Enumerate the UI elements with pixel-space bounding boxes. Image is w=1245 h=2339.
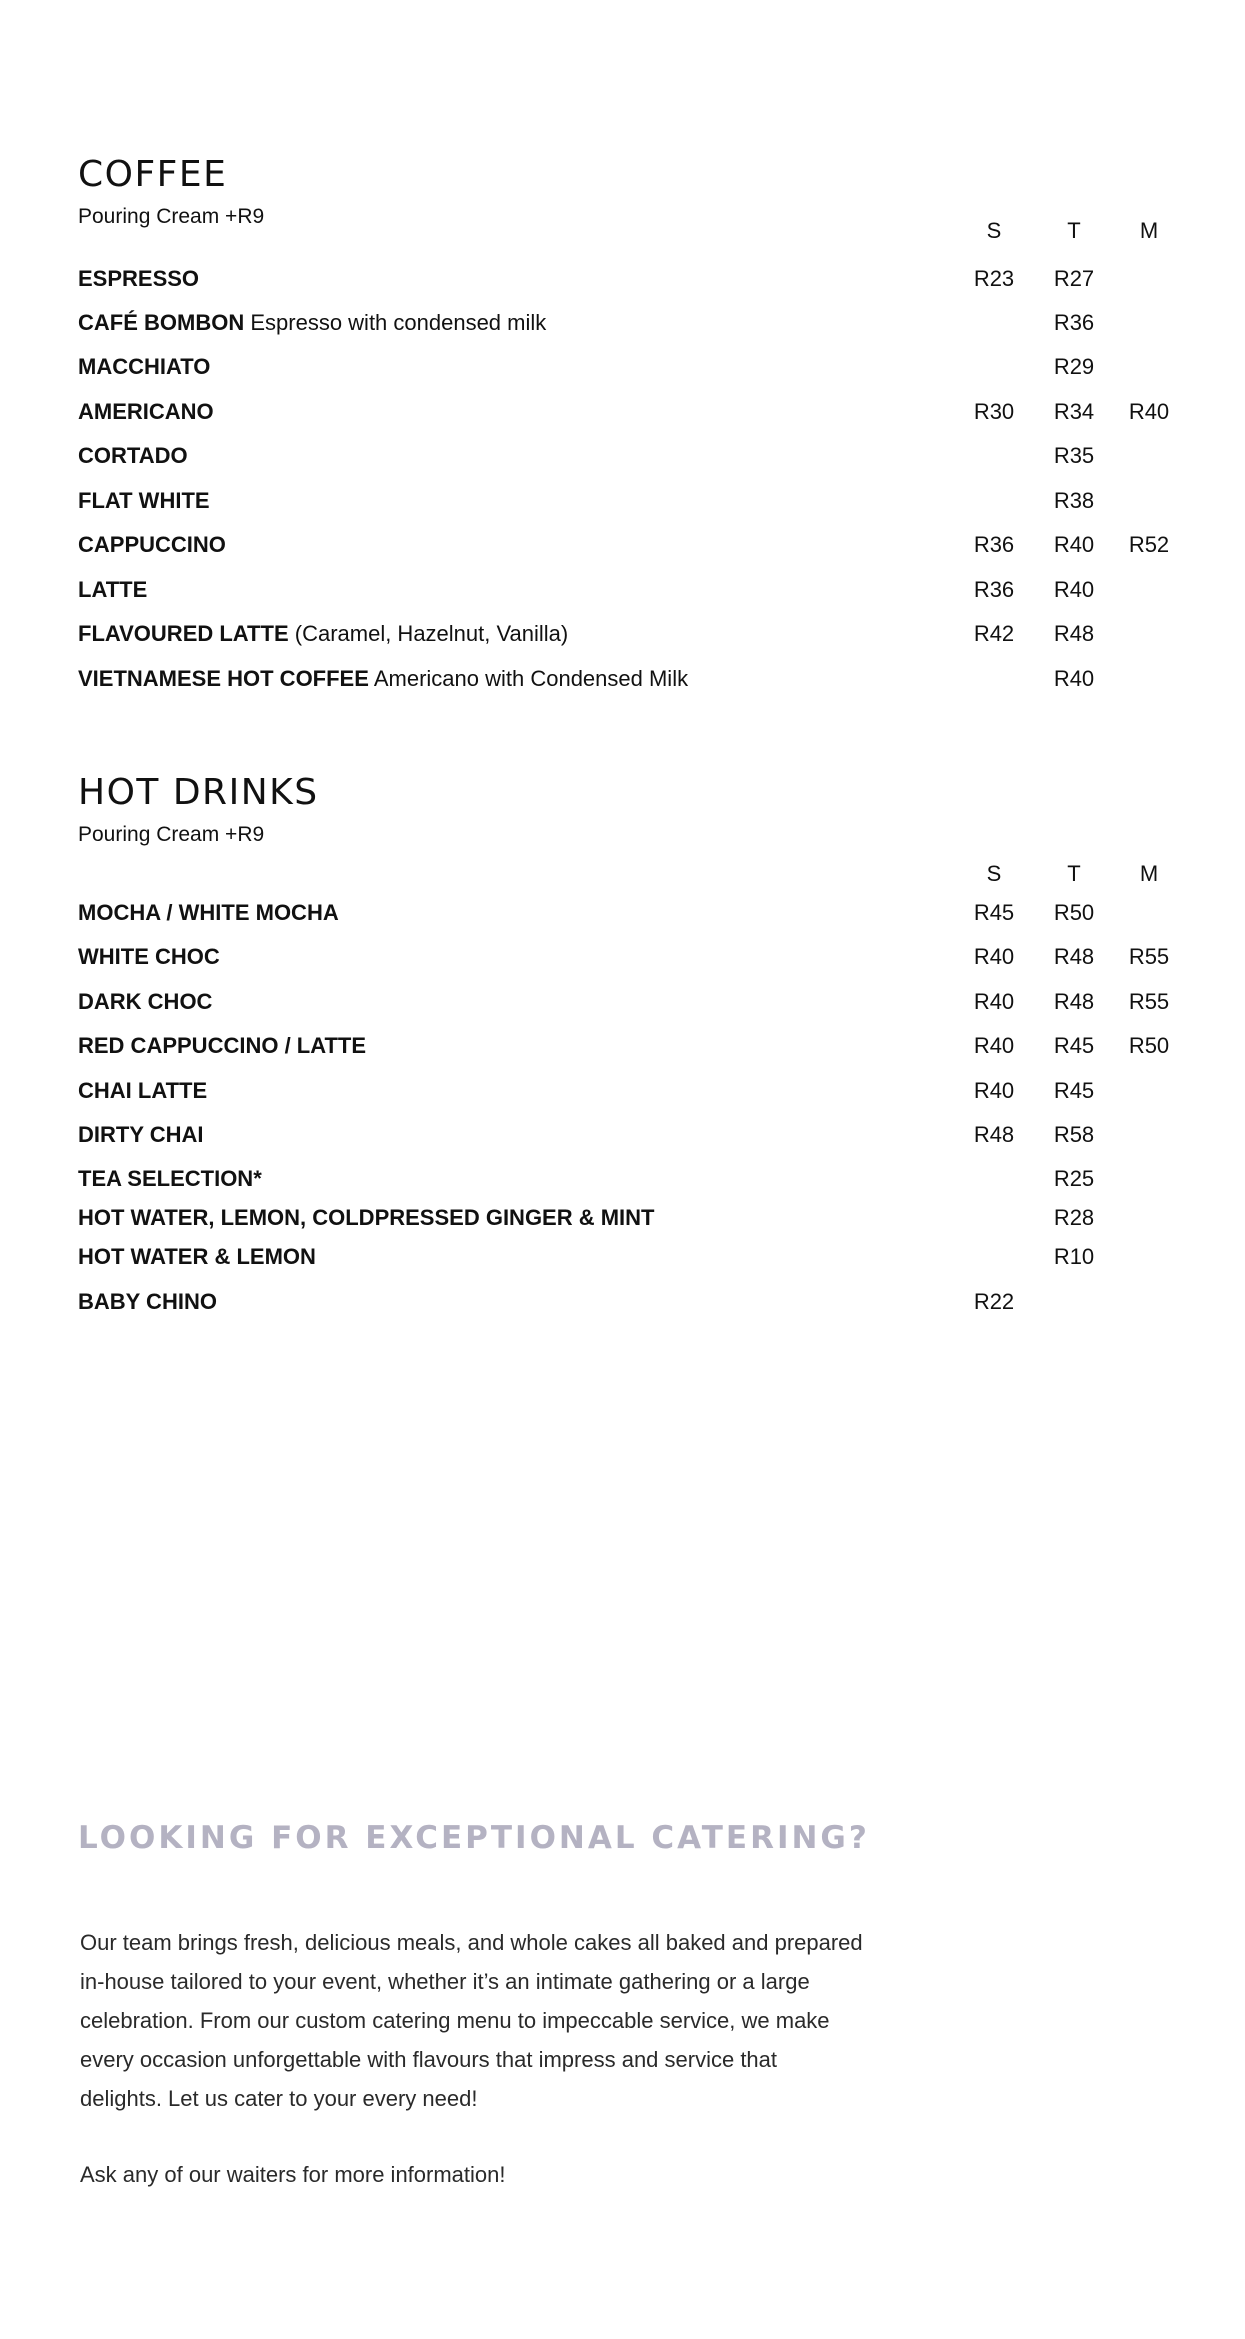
menu-item [78, 1031, 366, 1061]
menu-item [78, 1076, 207, 1106]
menu-item-row [0, 352, 1245, 382]
menu-item-row [0, 1242, 1245, 1272]
price-t: R58 [1053, 1122, 1095, 1147]
menu-item [78, 987, 212, 1017]
menu-item-name: HOT WATER & LEMON [78, 1244, 316, 1269]
menu-item-name: MACCHIATO [78, 354, 211, 379]
menu-item-name: RED CAPPUCCINO / LATTE [78, 1033, 367, 1058]
price-s: R22 [973, 1289, 1015, 1314]
price-t: R40 [1053, 532, 1095, 557]
menu-item-row [0, 441, 1245, 471]
coffee-col-t: T [1067, 218, 1081, 243]
catering-body [80, 1923, 980, 2118]
price-s: R45 [973, 900, 1015, 925]
price-s: R48 [973, 1122, 1015, 1147]
menu-item-row [0, 1287, 1245, 1317]
menu-item-row [0, 898, 1245, 928]
menu-item-description: Americano with Condensed Milk [373, 666, 689, 691]
menu-item-name: CAPPUCCINO [78, 532, 226, 557]
menu-item-row [0, 486, 1245, 516]
menu-item-name: FLAVOURED LATTE [78, 621, 289, 646]
menu-item-description: Espresso with condensed milk [250, 310, 547, 335]
price-t: R50 [1053, 900, 1095, 925]
coffee-note: Pouring Cream +R9 [78, 205, 265, 228]
menu-item [78, 575, 147, 605]
menu-item-row [0, 1120, 1245, 1150]
menu-item [78, 308, 546, 338]
menu-item-row [0, 575, 1245, 605]
catering-line: delights. Let us cater to your every need! [80, 2086, 478, 2111]
price-t: R10 [1053, 1244, 1095, 1269]
catering-line: Our team brings fresh, delicious meals, and whole cakes all baked and prepared [80, 1930, 863, 1955]
price-m: R50 [1128, 1033, 1170, 1058]
menu-item [78, 486, 210, 516]
price-s: R30 [973, 399, 1015, 424]
price-m: R52 [1128, 532, 1170, 557]
coffee-col-m: M [1139, 218, 1159, 243]
menu-item-name: VIETNAMESE HOT COFFEE [78, 666, 369, 691]
price-s: R23 [973, 266, 1015, 291]
menu-item [78, 352, 210, 382]
menu-item [78, 264, 199, 294]
price-t: R48 [1053, 944, 1095, 969]
menu-item-row [0, 530, 1245, 560]
price-m: R40 [1128, 399, 1170, 424]
menu-item-name: ESPRESSO [78, 266, 200, 291]
price-s: R36 [973, 577, 1015, 602]
price-t: R28 [1053, 1205, 1095, 1230]
price-t: R40 [1053, 577, 1095, 602]
price-s: R40 [973, 989, 1015, 1014]
menu-item [78, 397, 214, 427]
menu-item-description: (Caramel, Hazelnut, Vanilla) [294, 621, 569, 646]
menu-item-row [0, 397, 1245, 427]
menu-item-name: WHITE CHOC [78, 944, 220, 969]
menu-item-row [0, 987, 1245, 1017]
menu-item-row [0, 664, 1245, 694]
catering-heading: LOOKING FOR EXCEPTIONAL CATERING? [78, 1820, 870, 1856]
menu-item-name: DIRTY CHAI [78, 1122, 204, 1147]
catering-line: every occasion unforgettable with flavours that impress and service that [80, 2047, 778, 2072]
menu-item-row [0, 1164, 1245, 1194]
hot-drinks-note: Pouring Cream +R9 [78, 823, 265, 846]
menu-item-row [0, 1203, 1245, 1233]
hot-drinks-title: HOT DRINKS [78, 772, 319, 813]
catering-line: celebration. From our custom catering menu to impeccable service, we make [80, 2008, 830, 2033]
menu-item [78, 1120, 204, 1150]
menu-item [78, 1164, 262, 1194]
price-s: R40 [973, 1033, 1015, 1058]
price-s: R40 [973, 944, 1015, 969]
price-t: R27 [1053, 266, 1095, 291]
coffee-title: COFFEE [78, 154, 228, 195]
price-t: R34 [1053, 399, 1095, 424]
catering-footer: Ask any of our waiters for more information! [80, 2162, 506, 2187]
menu-item [78, 619, 568, 649]
menu-item-row [0, 1076, 1245, 1106]
menu-item-row [0, 308, 1245, 338]
coffee-col-s: S [986, 218, 1002, 243]
price-s: R40 [973, 1078, 1015, 1103]
price-m: R55 [1128, 989, 1170, 1014]
menu-item-row [0, 1031, 1245, 1061]
menu-item-name: CHAI LATTE [78, 1078, 208, 1103]
menu-item-row [0, 264, 1245, 294]
price-t: R36 [1053, 310, 1095, 335]
menu-item-name: AMERICANO [78, 399, 214, 424]
menu-item [78, 942, 220, 972]
price-t: R35 [1053, 443, 1095, 468]
hot-drinks-col-s: S [986, 861, 1002, 886]
price-t: R38 [1053, 488, 1095, 513]
price-t: R29 [1053, 354, 1095, 379]
price-t: R48 [1053, 621, 1095, 646]
menu-item-name: MOCHA / WHITE MOCHA [78, 900, 339, 925]
menu-item [78, 441, 188, 471]
hot-drinks-col-t: T [1067, 861, 1081, 886]
price-m: R55 [1128, 944, 1170, 969]
menu-item-row [0, 619, 1245, 649]
menu-item [78, 664, 688, 694]
price-t: R45 [1053, 1078, 1095, 1103]
menu-item [78, 1287, 217, 1317]
catering-line: in-house tailored to your event, whether it’s an intimate gathering or a large [80, 1969, 810, 1994]
menu-item-name: TEA SELECTION* [78, 1166, 262, 1191]
menu-item [78, 1203, 655, 1233]
menu-item [78, 898, 339, 928]
menu-item-name: BABY CHINO [78, 1289, 217, 1314]
price-s: R42 [973, 621, 1015, 646]
menu-item-row [0, 942, 1245, 972]
menu-item-name: DARK CHOC [78, 989, 213, 1014]
price-t: R25 [1053, 1166, 1095, 1191]
price-s: R36 [973, 532, 1015, 557]
hot-drinks-col-m: M [1139, 861, 1159, 886]
menu-item-name: LATTE [78, 577, 148, 602]
menu-item-name: CORTADO [78, 443, 188, 468]
price-t: R40 [1053, 666, 1095, 691]
menu-item [78, 1242, 316, 1272]
menu-item [78, 530, 226, 560]
menu-item-name: HOT WATER, LEMON, COLDPRESSED GINGER & MINT [78, 1205, 655, 1230]
price-t: R45 [1053, 1033, 1095, 1058]
price-t: R48 [1053, 989, 1095, 1014]
menu-item-name: FLAT WHITE [78, 488, 210, 513]
menu-item-name: CAFÉ BOMBON [78, 310, 245, 335]
